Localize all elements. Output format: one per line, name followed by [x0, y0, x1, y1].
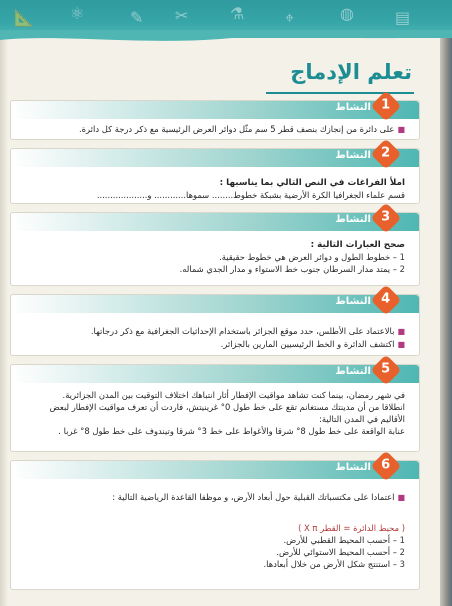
activity-text: ■على دائرة من إنجازك بنصف قطر 5 سم مثّل دوائر العرض الرئيسية مع ذكر درجة كل دائرة.: [79, 124, 405, 134]
list-item: 3 – استنتج شكل الأرض من خلال أبعادها.: [263, 559, 405, 569]
list-item: 2 – أحسب المحيط الاستوائي للأرض.: [276, 547, 405, 557]
book-icon: ▤: [395, 8, 411, 27]
activity-text: الأقاليم في المدن التالية:: [319, 414, 405, 424]
lesson-title: تعلم الإدماج: [290, 60, 412, 84]
globe-icon: ◍: [340, 4, 354, 23]
bullet-icon: ■: [397, 493, 405, 502]
activity-card-1: [10, 97, 420, 140]
activity-number-badge: 1: [370, 90, 401, 121]
activity-card-6: [10, 457, 420, 590]
activity-number-badge: 3: [370, 202, 401, 233]
activity-label: النشاط: [335, 462, 371, 473]
activity-number-badge: 4: [370, 284, 401, 315]
flask-icon: ⚗: [230, 4, 245, 23]
list-item: 1 – خطوط الطول و دوائر العرض هي خطوط حقيقية.: [219, 252, 405, 262]
activity-text: ■اعتمادا على مكتسباتك القبلية حول أبعاد الأرض، و موظفا القاعدة الرياضية التالية :: [112, 492, 405, 502]
bullet-icon: ■: [397, 340, 405, 349]
activity-number-badge: 6: [370, 450, 401, 481]
pencil-icon: ✎: [130, 8, 144, 27]
activity-number-badge: 2: [370, 138, 401, 169]
ruler-icon: 📐: [14, 8, 34, 27]
activity-heading: صحح العبارات التالية :: [310, 240, 405, 250]
scissors-icon: ✂: [175, 6, 189, 25]
activity-label: النشاط: [335, 366, 371, 377]
bullet-icon: ■: [397, 327, 405, 336]
activity-text: في شهر رمضان، بينما كنت تشاهد مواقيت الإفطار أثار انتباهك اختلاف التوقيت بين المدن الجزائرية.: [62, 390, 405, 400]
activity-number-badge: 5: [370, 354, 401, 385]
list-item: 2 – يمتد مدار السرطان جنوب خط الاستواء و مدار الجدي شماله.: [179, 264, 405, 274]
activity-label: النشاط: [335, 214, 371, 225]
formula: ( محيط الدائرة = القطر X π ): [298, 523, 405, 533]
activity-text: ■اكتشف الدائرة و الخط الرئيسيين المارين بالجزائر.: [220, 339, 405, 349]
header-wave: [0, 30, 452, 44]
compass-icon: ⌖: [285, 8, 295, 27]
activity-text: عنابة الواقعة على خط طول 8° شرقا والأغواط على خط 3° شرقا وتيندوف على خط طول 8° غربا .: [58, 426, 405, 436]
activity-card-5: [10, 361, 420, 452]
activity-label: النشاط: [335, 150, 371, 161]
page-binding-edge: [440, 0, 452, 606]
activity-card-4: [10, 291, 420, 356]
bullet-icon: ■: [397, 125, 405, 134]
list-item: 1 – أحسب المحيط القطبي للأرض.: [283, 535, 405, 545]
activity-card-2: [10, 145, 420, 204]
activity-text: قسم علماء الجغرافيا الكرة الأرضية بشبكة خطوط........ سموها............ و...................: [96, 190, 405, 200]
atom-icon: ⚛: [70, 4, 85, 23]
activity-card-3: [10, 209, 420, 286]
activity-label: النشاط: [335, 296, 371, 307]
activity-text: ■بالاعتماد على الأطلس، حدد موقع الجزائر باستخدام الإحداثيات الجغرافية مع ذكر درجاتها.: [90, 326, 405, 336]
title-underline: [266, 92, 414, 94]
activity-text: انطلاقا من أن مدينتك مستغانم تقع على خط طول 0° غرينيتش، فاردت أن تعرف مواقيت الإفطار لبعض: [49, 402, 405, 412]
page-left-edge: [0, 0, 8, 606]
activity-heading: املأ الفراغات في النص التالي بما يناسبها :: [219, 178, 405, 188]
activity-label: النشاط: [335, 102, 371, 113]
